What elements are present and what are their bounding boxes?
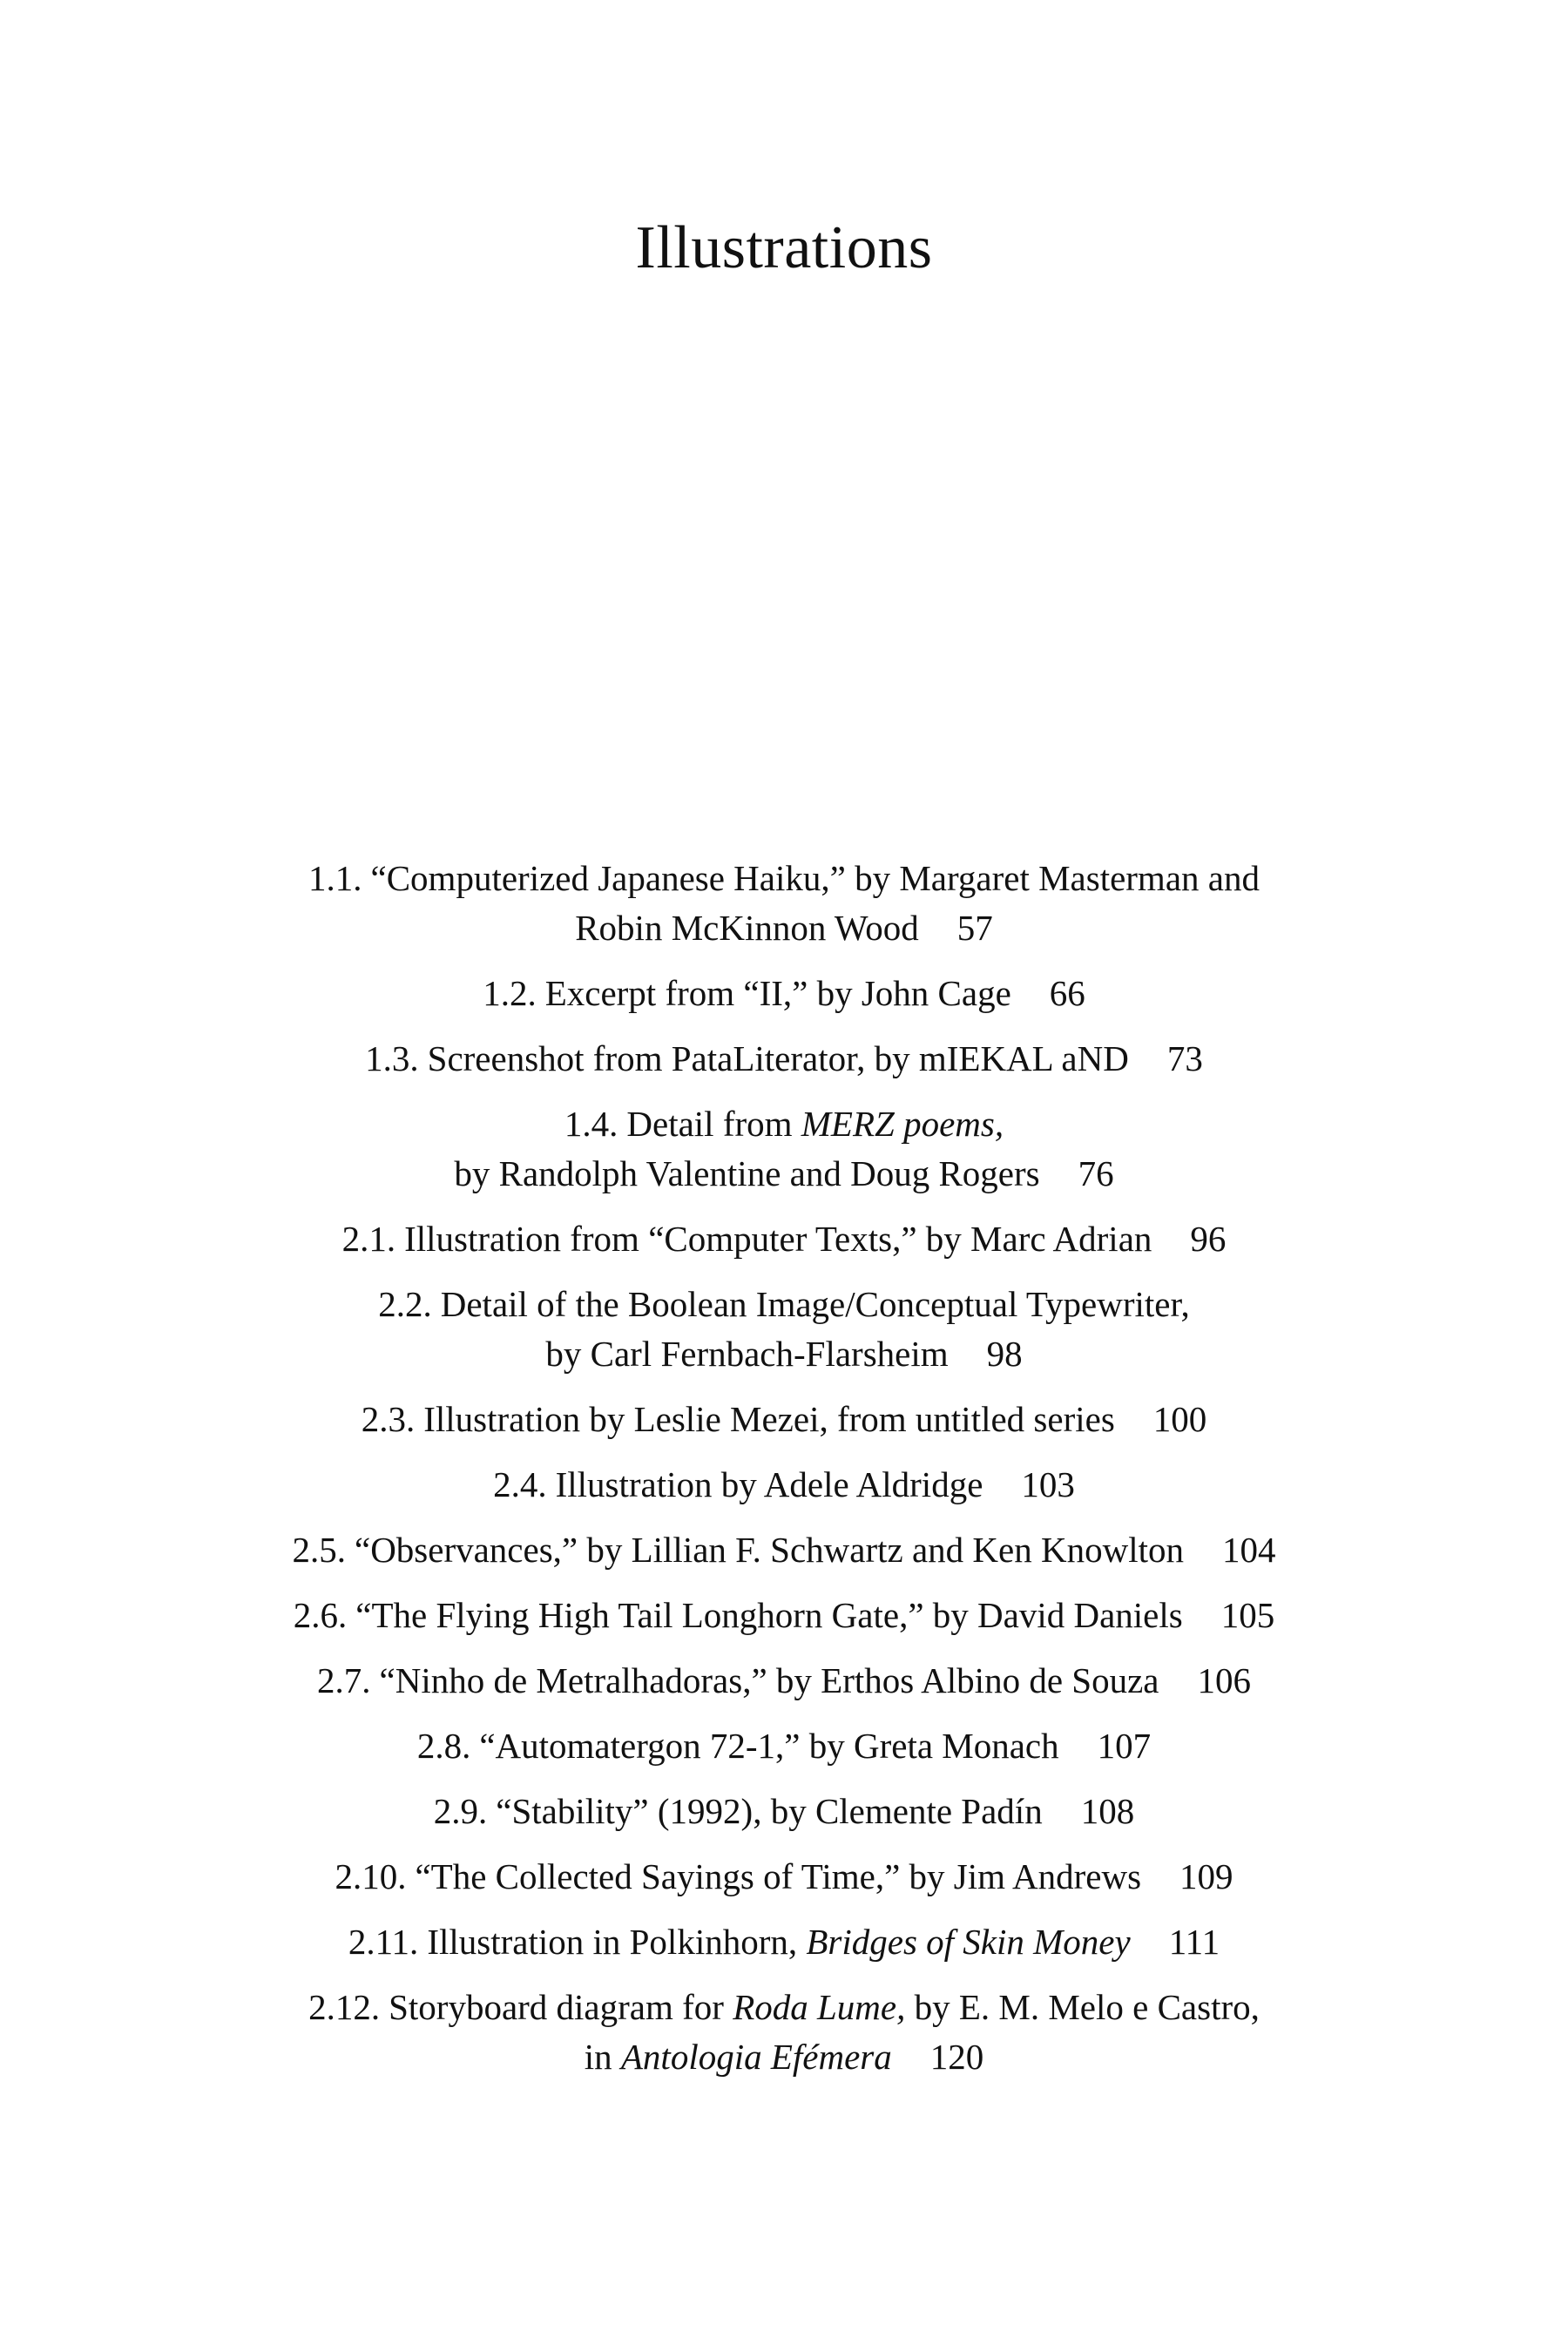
list-item <box>0 1983 1568 2082</box>
page-number: 108 <box>1080 1791 1135 1831</box>
entry-line <box>0 1721 1568 1771</box>
page-number: 57 <box>956 908 993 948</box>
entry-line <box>0 1149 1568 1199</box>
entry-text: “Stability” (1992), by Clemente Padín <box>496 1791 1043 1831</box>
page-number: 109 <box>1179 1856 1233 1896</box>
page-number: 96 <box>1190 1219 1227 1259</box>
entry-line <box>0 854 1568 903</box>
entry-line <box>0 1917 1568 1967</box>
entry-text: “Computerized Japanese Haiku,” by Margaret Masterman and <box>370 858 1260 898</box>
list-item <box>0 1099 1568 1199</box>
entry-text: Storyboard diagram for <box>389 1987 733 2027</box>
page-number: 104 <box>1222 1530 1276 1570</box>
list-item <box>0 1280 1568 1379</box>
page-number: 66 <box>1049 973 1085 1013</box>
page-number: 98 <box>986 1334 1023 1374</box>
entry-text: Illustration by Adele Aldridge <box>555 1464 983 1504</box>
entry-title-italic: MERZ poems, <box>801 1104 1004 1144</box>
list-item <box>0 1395 1568 1444</box>
entry-text: Excerpt from “II,” by John Cage <box>544 973 1011 1013</box>
entry-title-italic: Bridges of Skin Money <box>806 1922 1131 1962</box>
entry-title-italic: Roda Lume, <box>733 1987 906 2027</box>
entry-text: “The Collected Sayings of Time,” by Jim Andrews <box>415 1856 1142 1896</box>
entry-number: 1.2. <box>483 973 537 1013</box>
entry-text: “Ninho de Metralhadoras,” by Erthos Albino de Souza <box>379 1660 1159 1700</box>
page-number: 100 <box>1152 1399 1207 1439</box>
entry-number: 2.9. <box>433 1791 488 1831</box>
entry-text: Detail from <box>626 1104 801 1144</box>
list-item <box>0 969 1568 1018</box>
entry-line <box>0 1099 1568 1149</box>
entry-line <box>0 1329 1568 1379</box>
list-item <box>0 1214 1568 1264</box>
entry-number: 2.10. <box>335 1856 407 1896</box>
entry-title-italic: Antologia Efémera <box>620 2037 892 2077</box>
entry-line <box>0 1395 1568 1444</box>
entry-number: 2.12. <box>308 1987 381 2027</box>
entry-text: “Observances,” by Lillian F. Schwartz and Ken Knowlton <box>355 1530 1184 1570</box>
entry-line <box>0 1591 1568 1640</box>
entry-number: 2.3. <box>361 1399 416 1439</box>
list-item <box>0 1034 1568 1084</box>
entry-number: 2.7. <box>317 1660 371 1700</box>
page-number: 103 <box>1021 1464 1075 1504</box>
page-number: 111 <box>1168 1922 1220 1962</box>
entry-line <box>0 1280 1568 1329</box>
page-number: 106 <box>1197 1660 1251 1700</box>
entry-number: 1.4. <box>564 1104 618 1144</box>
list-item <box>0 1460 1568 1510</box>
entry-text-continued: Robin McKinnon Wood <box>575 908 919 948</box>
list-item <box>0 1591 1568 1640</box>
entry-number: 2.8. <box>416 1726 471 1766</box>
list-item <box>0 1852 1568 1902</box>
entry-line <box>0 903 1568 953</box>
list-item <box>0 1787 1568 1836</box>
entry-text: “Automatergon 72-1,” by Greta Monach <box>479 1726 1059 1766</box>
entry-text: Detail of the Boolean Image/Conceptual Typewriter, <box>440 1284 1190 1324</box>
list-item <box>0 1721 1568 1771</box>
list-item <box>0 1656 1568 1706</box>
page-number: 73 <box>1166 1038 1203 1078</box>
entry-text: Illustration from “Computer Texts,” by Marc Adrian <box>404 1219 1152 1259</box>
list-item <box>0 854 1568 953</box>
illustration-list <box>0 854 1568 2098</box>
entry-number: 2.1. <box>341 1219 396 1259</box>
page-title: Illustrations <box>635 214 933 281</box>
entry-number: 2.4. <box>493 1464 547 1504</box>
entry-line <box>0 1787 1568 1836</box>
entry-text: “The Flying High Tail Longhorn Gate,” by David Daniels <box>355 1595 1183 1635</box>
page-number: 76 <box>1078 1153 1114 1193</box>
entry-number: 2.2. <box>378 1284 432 1324</box>
entry-number: 1.3. <box>365 1038 419 1078</box>
page-number: 120 <box>929 2037 984 2077</box>
entry-text-continued: in <box>584 2037 621 2077</box>
entry-line <box>0 1525 1568 1575</box>
entry-line <box>0 1214 1568 1264</box>
entry-line <box>0 2032 1568 2082</box>
entry-text-continued: by Carl Fernbach-Flarsheim <box>545 1334 949 1374</box>
entry-line <box>0 969 1568 1018</box>
entry-line <box>0 1656 1568 1706</box>
list-item <box>0 1917 1568 1967</box>
entry-text-after: by E. M. Melo e Castro, <box>905 1987 1260 2027</box>
entry-number: 1.1. <box>308 858 362 898</box>
entry-line <box>0 1852 1568 1902</box>
page-number: 105 <box>1220 1595 1275 1635</box>
entry-text: Illustration in Polkinhorn, <box>427 1922 807 1962</box>
entry-number: 2.11. <box>348 1922 419 1962</box>
entry-text-continued: by Randolph Valentine and Doug Rogers <box>454 1153 1040 1193</box>
entry-line <box>0 1034 1568 1084</box>
entry-number: 2.6. <box>293 1595 348 1635</box>
entry-number: 2.5. <box>292 1530 346 1570</box>
list-item <box>0 1525 1568 1575</box>
entry-line <box>0 1983 1568 2032</box>
entry-line <box>0 1460 1568 1510</box>
entry-text: Screenshot from PataLiterator, by mIEKAL aND <box>427 1038 1129 1078</box>
entry-text: Illustration by Leslie Mezei, from untitled series <box>423 1399 1115 1439</box>
page-number: 107 <box>1097 1726 1152 1766</box>
